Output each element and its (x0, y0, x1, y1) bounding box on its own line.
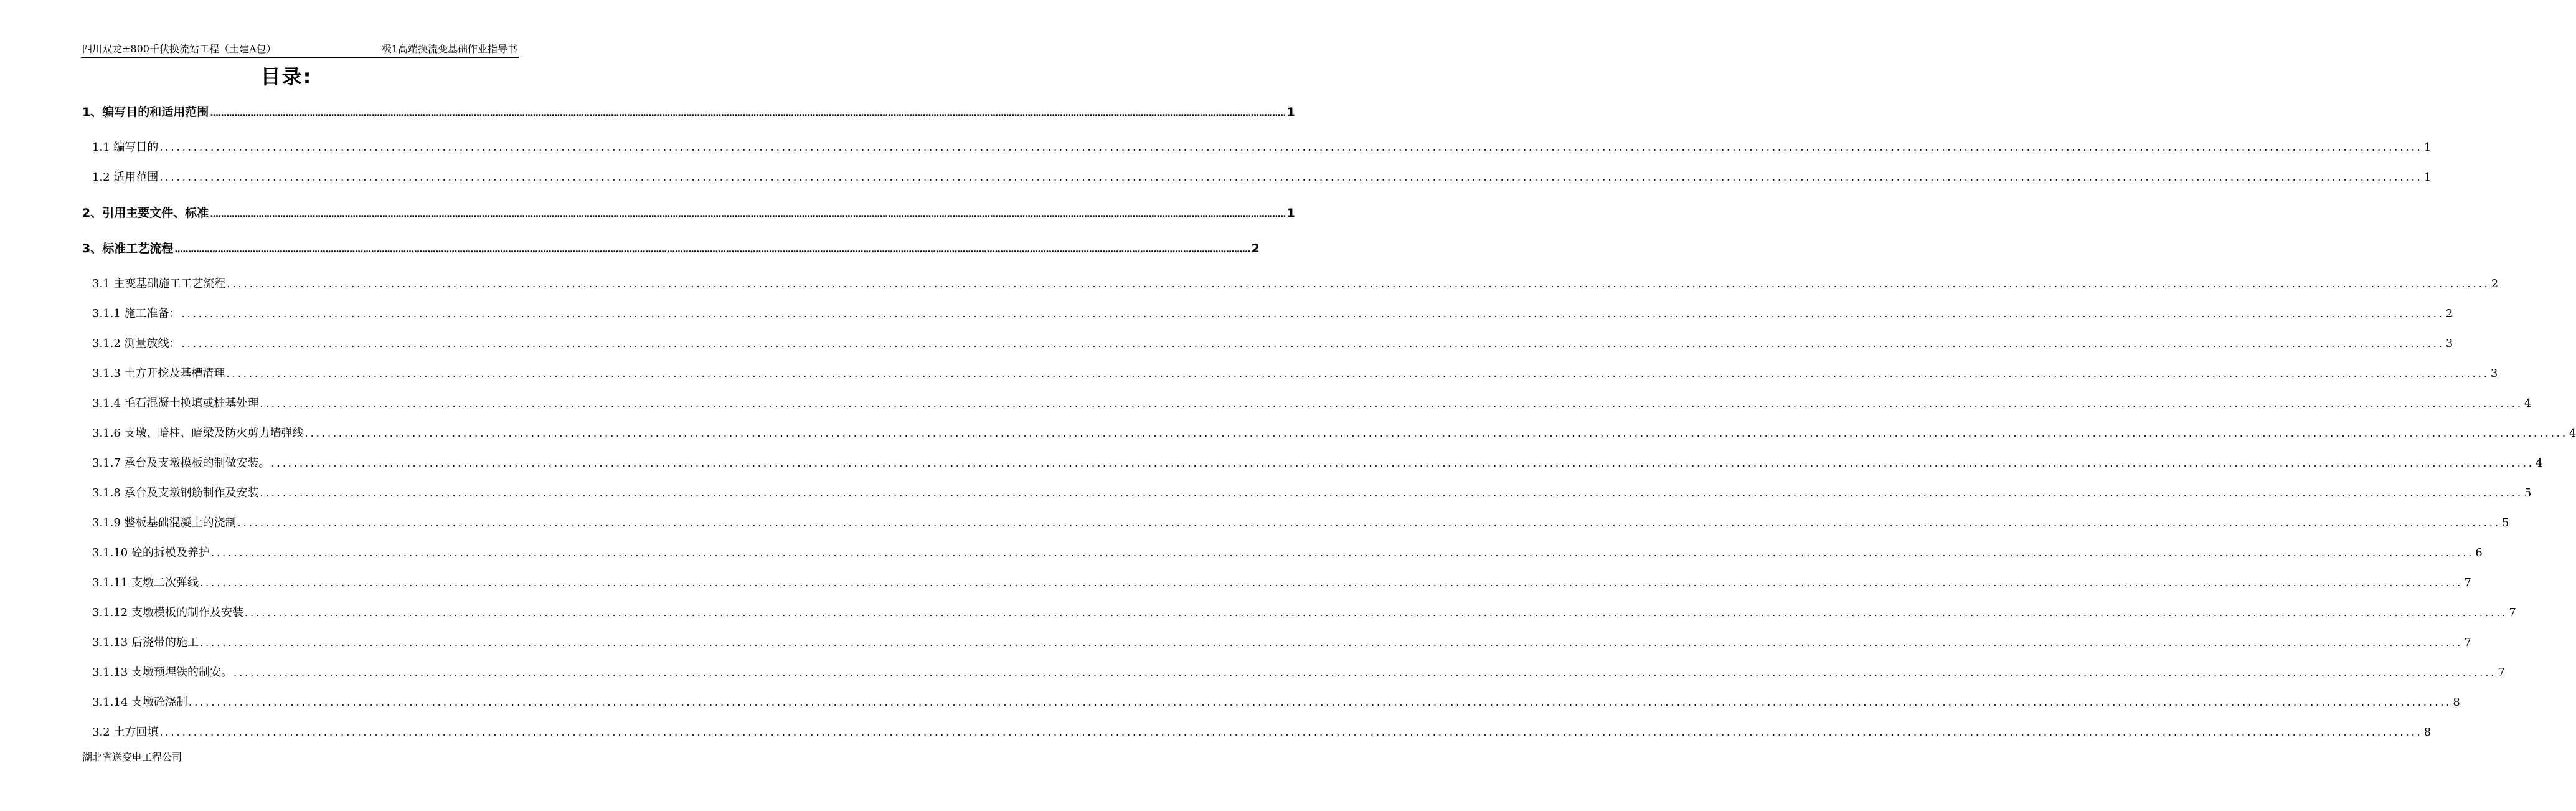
toc-entry-label: 3.1.8 承台及支墩钢筋制作及安装 (92, 486, 259, 500)
toc-leader-dots: ................................................................................................................................................................................................................................................................................................................................................................................................................ (271, 457, 2534, 469)
toc-entry-label: 3.1.4 毛石混凝土换填或桩基处理 (92, 397, 259, 410)
toc-entry-label: 3.1.14 支墩砼浇制 (92, 696, 187, 709)
toc-leader-dots: ................................................................................................................................................................................................................................................................................................................................................................................................................ (237, 517, 2501, 529)
toc-entry[interactable] (92, 544, 2483, 560)
toc-entry-label: 1、编写目的和适用范围 (82, 105, 209, 119)
toc-leader-dots: ................................................................................................................................................................................................................................................................................................................................................................................................................ (260, 487, 2523, 499)
toc-entry[interactable] (92, 574, 2471, 590)
toc-entry[interactable] (92, 663, 2505, 680)
toc-entry-page-number: 4 (2535, 457, 2543, 470)
toc-leader-dots: ................................................................................................................................................................................................................................................................................................................................................................................................................ (227, 278, 2490, 290)
toc-entry-page-number: 1 (1286, 206, 1295, 220)
toc-entry-page-number: 2 (2445, 307, 2453, 320)
toc-entry[interactable] (92, 454, 2543, 470)
toc-entry-label: 3.1.10 砼的拆模及养护 (92, 546, 210, 559)
toc-entry-page-number: 3 (2445, 337, 2453, 350)
toc-entry[interactable] (92, 334, 2453, 351)
toc-entry-label: 3.2 土方回填 (92, 726, 159, 739)
toc-leader-dots: ................................................................................................................................................................................................................................................................................................................................................................................................................ (159, 171, 2423, 183)
toc-entry-page-number: 1 (2423, 141, 2432, 154)
toc-entry[interactable] (82, 103, 1295, 120)
toc-entry-label: 3.1 主变基础施工工艺流程 (92, 277, 226, 290)
toc-entry[interactable] (92, 484, 2532, 500)
toc-entry-page-number: 5 (2501, 516, 2509, 529)
toc-entry[interactable] (92, 693, 2460, 709)
toc-entry-page-number: 4 (2524, 397, 2532, 410)
toc-entry[interactable] (92, 394, 2532, 410)
toc-entry[interactable] (82, 239, 1260, 256)
toc-entry-label: 3.1.13 后浇带的施工 (92, 636, 199, 649)
toc-leader-dots: ................................................................................................................................................................................................................................................................................................................................................................................................................ (210, 108, 1286, 118)
toc-entry-page-number: 5 (2524, 486, 2532, 500)
toc-leader-dots: ................................................................................................................................................................................................................................................................................................................................................................................................................ (174, 245, 1250, 255)
toc-entry-page-number: 2 (2491, 277, 2499, 290)
toc-entry-label: 3、标准工艺流程 (82, 242, 174, 255)
toc-entry-label: 3.1.9 整板基础混凝土的浇制 (92, 516, 237, 529)
toc-entry[interactable] (92, 305, 2453, 321)
toc-entry-label: 1.2 适用范围 (92, 171, 159, 184)
toc-entry-page-number: 1 (2423, 171, 2432, 184)
toc-entry[interactable] (82, 204, 1295, 221)
toc-leader-dots: ................................................................................................................................................................................................................................................................................................................................................................................................................ (159, 726, 2423, 738)
header-document-name: 极1高端换流变基础作业指导书 (381, 43, 517, 55)
toc-entry[interactable] (92, 514, 2509, 530)
toc-entry[interactable] (92, 364, 2498, 381)
toc-entry-label: 3.1.7 承台及支墩模板的制做安装。 (92, 457, 270, 470)
toc-entry[interactable] (92, 168, 2432, 184)
toc-entry[interactable] (92, 604, 2516, 620)
page-footer: 湖北省送变电工程公司 (82, 751, 182, 763)
toc-entry[interactable] (92, 424, 2576, 440)
toc-entry-page-number: 3 (2490, 367, 2498, 380)
toc-leader-dots: ................................................................................................................................................................................................................................................................................................................................................................................................................ (199, 637, 2463, 648)
toc-entry-page-number: 8 (2453, 696, 2460, 709)
toc-leader-dots: ................................................................................................................................................................................................................................................................................................................................................................................................................ (181, 338, 2445, 349)
toc-leader-dots: ................................................................................................................................................................................................................................................................................................................................................................................................................ (233, 666, 2497, 678)
toc-entry-label: 3.1.2 测量放线： (92, 337, 181, 350)
header-project-name: 四川双龙±800千伏换流站工程（土建A包） (82, 43, 276, 55)
toc-entry[interactable] (92, 275, 2499, 291)
toc-leader-dots: ................................................................................................................................................................................................................................................................................................................................................................................................................ (260, 397, 2523, 409)
toc-entry[interactable] (92, 723, 2432, 739)
toc-entry-page-number: 7 (2498, 666, 2505, 679)
toc-leader-dots: ................................................................................................................................................................................................................................................................................................................................................................................................................ (199, 577, 2463, 589)
toc-leader-dots: ................................................................................................................................................................................................................................................................................................................................................................................................................ (210, 547, 2475, 559)
toc-entry-page-number: 7 (2464, 636, 2471, 649)
toc-entry[interactable] (92, 138, 2432, 154)
toc-title: 目录: (260, 65, 313, 88)
toc-leader-dots: ................................................................................................................................................................................................................................................................................................................................................................................................................ (226, 368, 2489, 379)
toc-entry-page-number: 7 (2509, 606, 2516, 619)
toc-entry-label: 1.1 编写目的 (92, 141, 159, 154)
toc-entry-page-number: 6 (2475, 546, 2483, 559)
toc-entry-page-number: 7 (2464, 576, 2471, 589)
toc-entry-label: 3.1.1 施工准备： (92, 307, 181, 320)
toc-entry-label: 3.1.13 支墩预埋铁的制安。 (92, 666, 232, 679)
toc-leader-dots: ................................................................................................................................................................................................................................................................................................................................................................................................................ (159, 141, 2423, 153)
toc-entry-label: 3.1.3 土方开挖及基槽清理 (92, 367, 225, 380)
toc-entry-label: 3.1.11 支墩二次弹线 (92, 576, 199, 589)
toc-leader-dots: ................................................................................................................................................................................................................................................................................................................................................................................................................ (181, 308, 2445, 320)
toc-entry-label: 2、引用主要文件、标准 (82, 206, 209, 220)
toc-entry-page-number: 8 (2423, 726, 2432, 739)
toc-entry-label: 3.1.6 支墩、暗柱、暗梁及防火剪力墙弹线 (92, 427, 304, 440)
toc-leader-dots: ................................................................................................................................................................................................................................................................................................................................................................................................................ (188, 696, 2452, 708)
toc-leader-dots: ................................................................................................................................................................................................................................................................................................................................................................................................................ (304, 427, 2568, 439)
toc-entry-page-number: 1 (1286, 105, 1295, 119)
toc-entry[interactable] (92, 633, 2471, 650)
toc-entry-label: 3.1.12 支墩模板的制作及安装 (92, 606, 243, 619)
toc-leader-dots: ................................................................................................................................................................................................................................................................................................................................................................................................................ (244, 607, 2508, 619)
toc-leader-dots: ................................................................................................................................................................................................................................................................................................................................................................................................................ (210, 209, 1286, 219)
toc-entry-page-number: 2 (1251, 242, 1260, 255)
toc-entry-page-number: 4 (2569, 427, 2576, 440)
